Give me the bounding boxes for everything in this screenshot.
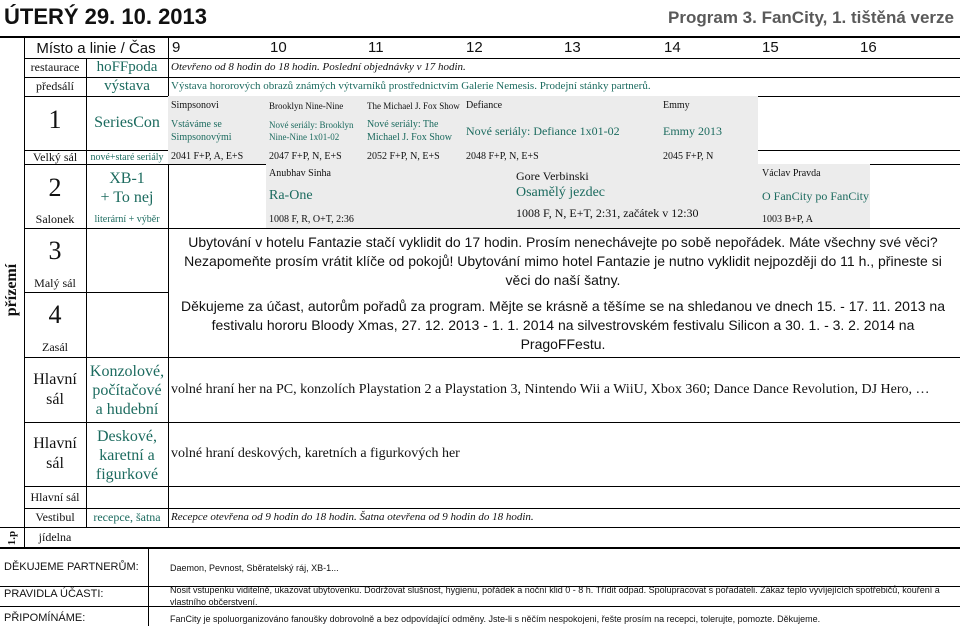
program-version: Program 3. FanCity, 1. tištěná verze bbox=[668, 8, 954, 27]
room-1-event-simpsonovi[interactable] bbox=[168, 96, 266, 164]
notice-thanks: Děkujeme za účast, autorům pořadů za program. Mějte se krásně a těšíme se na shledanou ve dnech 15. - 17. 11. 2013 na festivalu hororu Bloody Xmas, 27. 12. 2013 - 1. 1. 2014 na silvestrovském festivalu Silicon a 30. 1. - 3. 2. 2014 na PragoFFestu. bbox=[181, 298, 945, 352]
jidelna-place: jídelna bbox=[38, 530, 72, 544]
hall-1-place: Hlavní sál bbox=[33, 371, 77, 408]
event-meta: 1008 F, N, E+T, 2:31, začátek v 12:30 bbox=[516, 206, 699, 220]
event-desc: Osamělý jezdec bbox=[516, 185, 606, 200]
room-2-place: Salonek bbox=[35, 211, 75, 226]
room-4-number: 4 bbox=[48, 300, 62, 329]
room-3-number: 3 bbox=[48, 236, 62, 265]
hour-header-12: 12 bbox=[466, 39, 483, 56]
footer-reminder-text: FanCity je spoluorganizováno fanoušky dobrovolně a bez odpovídající odměny. Jste-li s něčím nespokojeni, řešte prosím na recepci, tolerujte, pomozte. Děkujeme. bbox=[170, 614, 821, 624]
hour-header-13: 13 bbox=[564, 39, 581, 56]
room-1-event-defiance[interactable] bbox=[462, 96, 660, 164]
event-desc: Ra-One bbox=[269, 188, 313, 203]
event-desc: Nové seriály: Brooklyn Nine-Nine 1x01-02 bbox=[269, 120, 354, 142]
hall-2-text: volné hraní deskových, karetních a figurkových her bbox=[171, 446, 460, 461]
footer-partners-text: Daemon, Pevnost, Sběratelský ráj, XB-1... bbox=[170, 563, 339, 573]
room-2-number: 2 bbox=[48, 173, 62, 202]
room-1-number: 1 bbox=[48, 105, 62, 134]
room-1-subline: nové+staré seriály bbox=[90, 151, 164, 163]
event-meta: 2047 F+P, N, E+S bbox=[269, 151, 342, 162]
footer-rules-label: PRAVIDLA ÚČASTI: bbox=[4, 588, 104, 600]
hour-header-16: 16 bbox=[860, 39, 877, 56]
vestibul-text: Recepce otevřena od 9 hodin do 18 hodin. Šatna otevřena od 9 hodin do 18 hodin. bbox=[171, 511, 534, 523]
room-4-place: Zasál bbox=[42, 339, 68, 354]
vestibul-place: Vestibul bbox=[35, 510, 75, 524]
event-title: Václav Pravda bbox=[762, 168, 821, 179]
footer-reminder-label: PŘIPOMÍNÁME: bbox=[4, 612, 86, 624]
event-meta: 2052 F+P, N, E+S bbox=[367, 151, 440, 162]
footer-partners-label: DĚKUJEME PARTNERŮM: bbox=[4, 561, 139, 573]
row-predsali-text: Výstava hororových obrazů známých výtvarníků prostřednictvím Galerie Nemesis. Prodejní stánky partnerů. bbox=[171, 80, 651, 92]
room-1-line: SeriesCon bbox=[94, 114, 160, 131]
event-title: Gore Verbinski bbox=[516, 169, 589, 183]
page-title: ÚTERÝ 29. 10. 2013 bbox=[4, 4, 208, 29]
hour-header-15: 15 bbox=[762, 39, 779, 56]
event-desc: O FanCity po FanCity bbox=[762, 189, 870, 203]
room-2-line: XB-1 + To nej bbox=[100, 170, 154, 206]
row-restaurace-text: Otevřeno od 8 hodin do 18 hodin. Poslední objednávky v 17 hodin. bbox=[171, 61, 466, 73]
room-3-place: Malý sál bbox=[34, 275, 76, 290]
event-title: Brooklyn Nine-Nine bbox=[269, 101, 344, 111]
footer-rules-text: Nosit vstupenku viditelně, ukazovat ubytovenku. Dodržovat slušnost, hygienu, pořádek a noční klid 0 - 8 h. Třídit odpad. Spolupracovat s pořadateli. Zákaz teplo vyvíjejících spotřebičů, kouření a vlastního občerstvení. bbox=[170, 585, 940, 607]
event-desc: Emmy 2013 bbox=[663, 124, 722, 138]
row-restaurace-place: restaurace bbox=[30, 60, 80, 74]
hour-header-14: 14 bbox=[664, 39, 681, 56]
room-2-event-fancity-po-fancity[interactable] bbox=[758, 164, 870, 228]
hall-2-place: Hlavní sál bbox=[33, 435, 77, 472]
hall-1-text: volné hraní her na PC, konzolích Playstation 2 a Playstation 3, Nintendo Wii a WiiU, Xbox 360; Dance Dance Revolution, DJ Hero, … bbox=[171, 382, 930, 397]
grid-corner-label: Místo a linie / Čas bbox=[36, 39, 156, 57]
room-2-subline: literární + výběr bbox=[94, 213, 160, 225]
event-meta: 2045 F+P, N bbox=[663, 151, 714, 162]
hall-1-line: Konzolové, počítačové a hudební bbox=[89, 362, 165, 418]
event-meta: 1003 B+P, A bbox=[762, 214, 813, 225]
row-predsali-place: předsálí bbox=[36, 79, 74, 93]
hour-header-9: 9 bbox=[172, 39, 181, 56]
room-2-event-ra-one[interactable] bbox=[266, 164, 512, 228]
event-meta: 1008 F, R, O+T, 2:36 bbox=[269, 214, 354, 225]
hall-2-line: Deskové, karetní a figurkové bbox=[95, 427, 159, 483]
row-predsali-line: výstava bbox=[104, 78, 150, 94]
room-2-event-osamely-jezdec[interactable] bbox=[512, 164, 758, 228]
room-1-event-emmy[interactable] bbox=[660, 96, 758, 164]
event-meta: 2041 F+P, A, E+S bbox=[171, 151, 244, 162]
event-meta: 2048 F+P, N, E+S bbox=[466, 151, 539, 162]
event-desc: Nové seriály: Defiance 1x01-02 bbox=[466, 124, 620, 138]
event-desc: Nové seriály: The Michael J. Fox Show bbox=[367, 119, 452, 143]
hall-3-place: Hlavní sál bbox=[30, 489, 80, 504]
room-1-event-michael-j-fox[interactable] bbox=[364, 96, 462, 164]
room-1-event-brooklyn[interactable] bbox=[266, 96, 364, 164]
event-title: Anubhav Sinha bbox=[269, 168, 331, 179]
vestibul-line: recepce, šatna bbox=[93, 510, 161, 524]
row-restaurace-line: hoFFpoda bbox=[96, 59, 158, 75]
event-title: Defiance bbox=[466, 100, 503, 111]
event-title: Simpsonovi bbox=[171, 100, 219, 111]
hour-header-10: 10 bbox=[270, 39, 287, 56]
event-title: Emmy bbox=[663, 100, 690, 111]
notice-checkout: Ubytování v hotelu Fantazie stačí vyklidit do 17 hodin. Prosím nenechávejte po sobě nepořádek. Máte všechny své věci? Nezapomeňte prosím vrátit klíče od pokojů! Ubytování mimo hotel Fantazie je nutno vyklidit nejpozději do 11 h., přineste si věci do naší šatny. bbox=[184, 234, 942, 288]
side-label-lp: 1.p bbox=[6, 530, 18, 545]
event-desc: Vstáváme se Simpsonovými bbox=[171, 119, 232, 143]
side-label-prizemi: přízemí bbox=[3, 263, 21, 317]
event-title: The Michael J. Fox Show bbox=[367, 101, 460, 111]
hour-header-11: 11 bbox=[368, 39, 384, 56]
room-1-place: Velký sál bbox=[32, 149, 78, 164]
